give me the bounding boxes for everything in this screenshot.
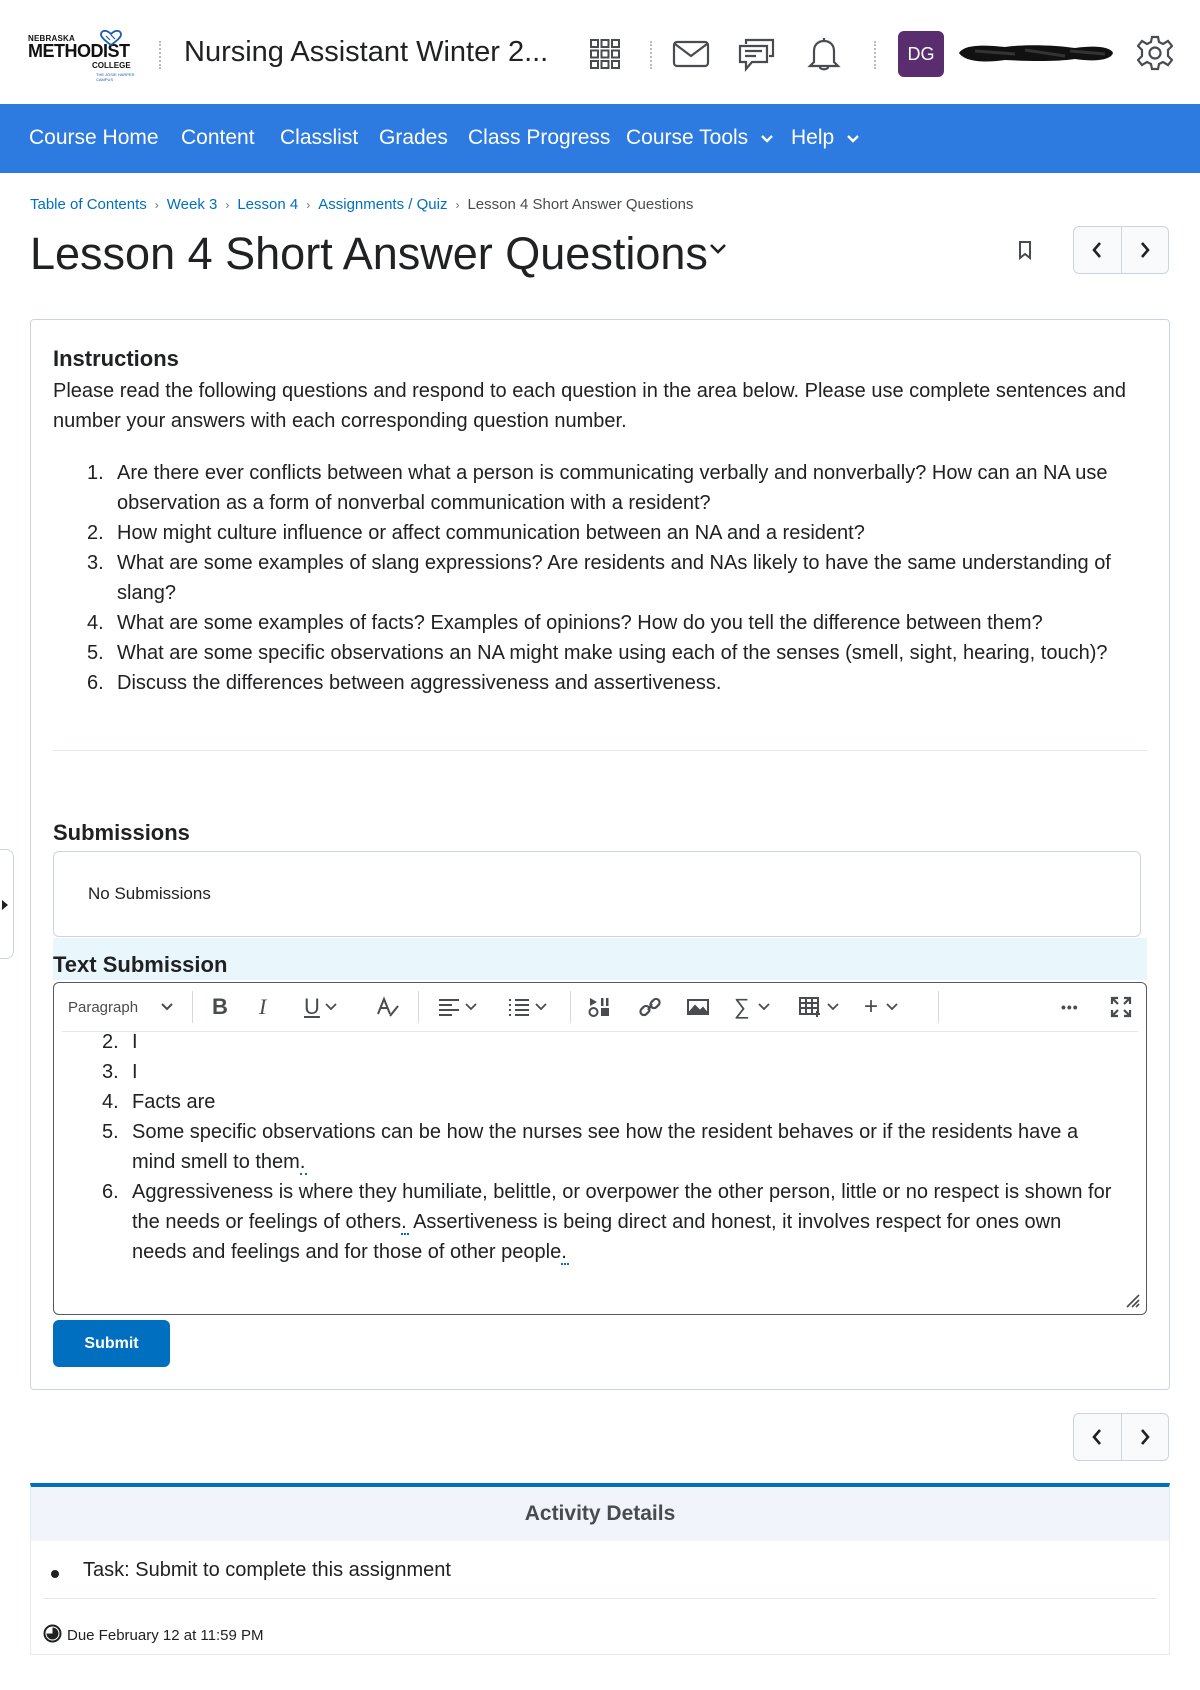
divider: [53, 750, 1147, 751]
chevron-down-icon: [760, 134, 774, 144]
toolbar-divider: [570, 991, 571, 1023]
nav-content[interactable]: Content: [181, 126, 255, 149]
top-header: [0, 0, 1200, 104]
list-icon[interactable]: [508, 993, 547, 1021]
caret-right-icon: [1, 899, 9, 911]
chevron-down-icon: [160, 1002, 174, 1012]
course-navbar: [0, 104, 1200, 173]
next-button[interactable]: [1121, 227, 1168, 273]
heart-logo-icon: [100, 30, 122, 46]
chevron-down-icon: [827, 1003, 839, 1011]
bottom-pager: [1073, 1413, 1169, 1461]
chevron-right-icon: [1139, 241, 1151, 259]
activity-details-header: [31, 1487, 1169, 1541]
chevron-down-icon: [325, 1003, 337, 1011]
breadcrumb: [30, 196, 693, 213]
breadcrumb-current: Lesson 4 Short Answer Questions: [467, 196, 694, 213]
spellcheck-mark[interactable]: .: [401, 1211, 407, 1233]
no-submissions-text: No Submissions: [88, 884, 211, 903]
breadcrumb-link[interactable]: Week 3: [166, 196, 218, 213]
toolbar-divider: [938, 991, 939, 1023]
equation-icon[interactable]: ∑: [734, 993, 770, 1021]
chevron-left-icon: [1091, 1428, 1103, 1446]
nav-classlist[interactable]: Classlist: [280, 126, 359, 149]
font-style-icon[interactable]: [376, 993, 400, 1021]
nav-course-home[interactable]: Course Home: [29, 126, 159, 149]
due-date: Due February 12 at 11:59 PM: [67, 1627, 264, 1644]
gear-icon[interactable]: [1135, 33, 1175, 73]
submissions-box: [53, 851, 1141, 937]
instructions-text: Please read the following questions and respond to each question in the area below. Please use complete sentences and number your answers with each corresponding question number.: [53, 380, 1126, 432]
divider: [43, 1598, 1157, 1599]
nav-course-tools[interactable]: Course Tools: [626, 126, 774, 150]
header-divider: [159, 41, 161, 69]
spellcheck-mark[interactable]: .: [561, 1241, 567, 1263]
bullet: [51, 1570, 59, 1578]
nav-help[interactable]: Help: [791, 126, 860, 150]
activity-details-title: Activity Details: [524, 1502, 676, 1525]
breadcrumb-link[interactable]: Table of Contents: [30, 196, 147, 213]
chevron-down-icon: [758, 1003, 770, 1011]
chevron-down-icon: [465, 1003, 477, 1011]
bookmark-icon[interactable]: [1018, 240, 1032, 260]
answer-item: 6. Aggressiveness is where they humiliate, belittle, or overpower the other person, little or no respect is shown for the needs or feelings of others. Assertiveness is being direct and honest, it involves respect for ones own needs and feelings and for those of other people.: [102, 1181, 1112, 1263]
question-item: 6. Discuss the differences between aggressiveness and assertiveness.: [87, 672, 722, 694]
title-menu-chevron-icon[interactable]: [708, 242, 728, 256]
questions-list: [53, 458, 1153, 698]
chevron-right-icon: ›: [455, 198, 460, 212]
instructions-heading: Instructions: [53, 346, 179, 371]
answer-item: 3. I: [102, 1061, 138, 1083]
link-icon[interactable]: [638, 993, 662, 1021]
toolbar-divider: [418, 991, 419, 1023]
answer-item: 5. Some specific observations can be how the nurses see how the resident behaves or if the residents have a mind smell to them.: [102, 1121, 1079, 1173]
answer-item: 2. I: [102, 1031, 138, 1053]
spellcheck-mark[interactable]: .: [299, 1151, 306, 1173]
nav-grades[interactable]: Grades: [379, 126, 448, 149]
image-icon[interactable]: [686, 993, 710, 1021]
chevron-right-icon: ›: [306, 198, 311, 212]
activity-task: Task: Submit to complete this assignment: [83, 1559, 451, 1581]
insert-stuff-icon[interactable]: [588, 993, 612, 1021]
course-title[interactable]: Nursing Assistant Winter 2...: [184, 36, 549, 68]
apps-grid-icon[interactable]: [585, 34, 625, 74]
header-divider: [874, 41, 876, 69]
nav-class-progress[interactable]: Class Progress: [468, 126, 611, 149]
block-format-select[interactable]: Paragraph: [68, 993, 174, 1021]
previous-button[interactable]: [1074, 227, 1121, 273]
rich-text-editor[interactable]: [53, 982, 1147, 1315]
side-panel-toggle[interactable]: [0, 849, 14, 959]
mail-icon[interactable]: [671, 34, 711, 74]
submit-button[interactable]: Submit: [53, 1320, 170, 1367]
insert-plus-icon[interactable]: +: [864, 993, 898, 1021]
chevron-right-icon: [1139, 1428, 1151, 1446]
question-item: 4. What are some examples of facts? Examples of opinions? How do you tell the difference between them?: [87, 612, 1043, 634]
text-submission-heading: Text Submission: [53, 952, 228, 977]
toolbar-divider: [192, 991, 193, 1023]
chevron-right-icon: ›: [225, 198, 230, 212]
assignment-card: [30, 319, 1170, 1390]
more-actions-icon[interactable]: •••: [1061, 999, 1079, 1015]
table-icon[interactable]: [798, 993, 839, 1021]
top-pager: [1073, 226, 1169, 274]
breadcrumb-link[interactable]: Lesson 4: [237, 196, 299, 213]
question-item: 2. How might culture influence or affect communication between an NA and a resident?: [87, 522, 865, 544]
college-logo[interactable]: NEBRASKA METHODIST COLLEGE THE JOSIE HARPER CAMPUS: [28, 30, 140, 80]
chevron-down-icon: [846, 134, 860, 144]
redacted-username[interactable]: [955, 41, 1117, 65]
chevron-right-icon: ›: [154, 198, 159, 212]
answer-item: 4. Facts are: [102, 1091, 216, 1113]
bell-icon[interactable]: [804, 34, 844, 74]
page-title: Lesson 4 Short Answer Questions: [30, 228, 708, 279]
previous-button[interactable]: [1074, 1414, 1121, 1460]
user-avatar[interactable]: DG: [898, 31, 944, 77]
submissions-heading: Submissions: [53, 820, 190, 845]
question-item: 3. What are some examples of slang expressions? Are residents and NAs likely to have the same understanding of slang?: [87, 552, 1111, 604]
next-button[interactable]: [1121, 1414, 1168, 1460]
answer-list[interactable]: [54, 1027, 1147, 1267]
italic-button[interactable]: I: [259, 994, 267, 1019]
breadcrumb-link[interactable]: Assignments / Quiz: [318, 196, 448, 213]
chevron-left-icon: [1091, 241, 1103, 259]
align-icon[interactable]: [438, 993, 477, 1021]
chevron-down-icon: [886, 1003, 898, 1011]
chat-icon[interactable]: [737, 34, 777, 74]
bold-button[interactable]: B: [212, 994, 228, 1019]
editor-toolbar: [54, 983, 1147, 1031]
chevron-down-icon: [535, 1003, 547, 1011]
fullscreen-icon[interactable]: [1110, 993, 1132, 1021]
underline-button[interactable]: U: [304, 993, 337, 1021]
activity-details-panel: [30, 1483, 1170, 1655]
clock-icon: [43, 1624, 62, 1643]
header-divider: [650, 41, 652, 69]
question-item: 5. What are some specific observations an NA might make using each of the senses (smell, sight, hearing, touch)?: [87, 642, 1108, 664]
question-item: 1. Are there ever conflicts between what a person is communicating verbally and nonverbally? How can an NA use observation as a form of nonverbal communication with a resident?: [87, 462, 1108, 514]
resize-handle-icon[interactable]: [1124, 1292, 1140, 1308]
